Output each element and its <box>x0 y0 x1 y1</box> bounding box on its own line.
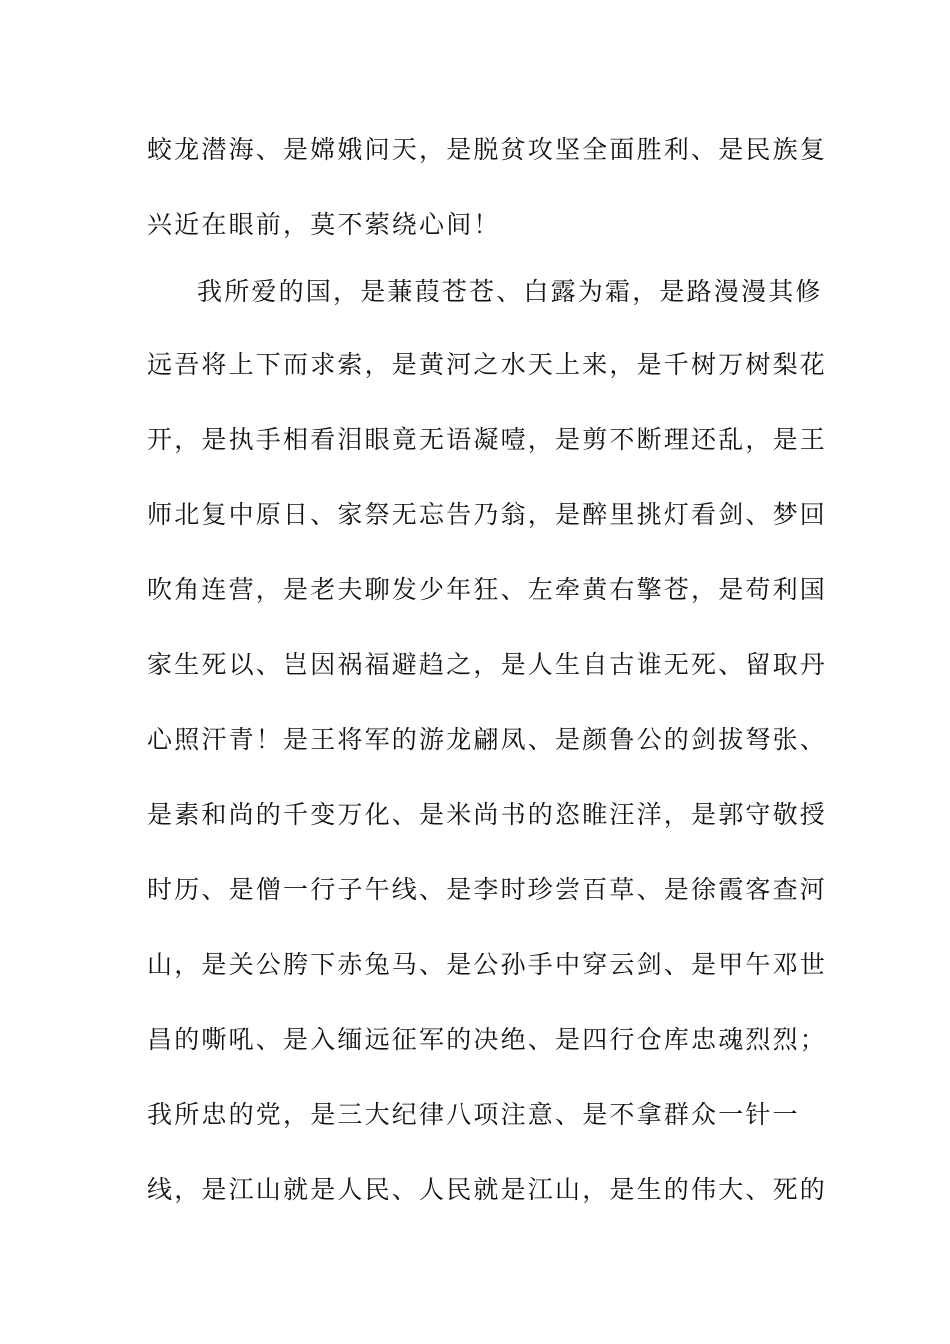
text-line-5: 开，是执手相看泪眼竟无语凝噎，是剪不断理还乱，是王 <box>147 425 828 454</box>
text-line-15: 线，是江山就是人民、人民就是江山，是生的伟大、死的 <box>147 1175 828 1204</box>
text-line-7: 吹角连营，是老夫聊发少年狂、左牵黄右擎苍，是苟利国 <box>147 575 828 604</box>
text-line-12: 山，是关公胯下赤兔马、是公孙手中穿云剑、是甲午邓世 <box>147 950 828 979</box>
paragraph-start-line: 我所爱的国，是蒹葭苍苍、白露为霜，是路漫漫其修 <box>197 277 823 306</box>
text-line-9: 心照汗青！是王将军的游龙翩凤、是颜鲁公的剑拔弩张、 <box>147 725 828 754</box>
text-line-2: 兴近在眼前，莫不萦绕心间！ <box>147 210 501 239</box>
text-line-14: 我所忠的党，是三大纪律八项注意、是不拿群众一针一 <box>147 1100 800 1129</box>
text-line-8: 家生死以、岂因祸福避趋之，是人生自古谁无死、留取丹 <box>147 650 828 679</box>
text-line-4: 远吾将上下而求索，是黄河之水天上来，是千树万树梨花 <box>147 350 828 379</box>
text-line-1: 蛟龙潜海、是嫦娥问天，是脱贫攻坚全面胜利、是民族复 <box>147 135 828 164</box>
text-line-10: 是素和尚的千变万化、是米尚书的恣睢汪洋，是郭守敬授 <box>147 800 828 829</box>
text-line-6: 师北复中原日、家祭无忘告乃翁，是醉里挑灯看剑、梦回 <box>147 500 828 529</box>
text-line-13: 昌的嘶吼、是入缅远征军的决绝、是四行仓库忠魂烈烈； <box>147 1025 828 1054</box>
text-line-11: 时历、是僧一行子午线、是李时珍尝百草、是徐霞客查河 <box>147 875 828 904</box>
